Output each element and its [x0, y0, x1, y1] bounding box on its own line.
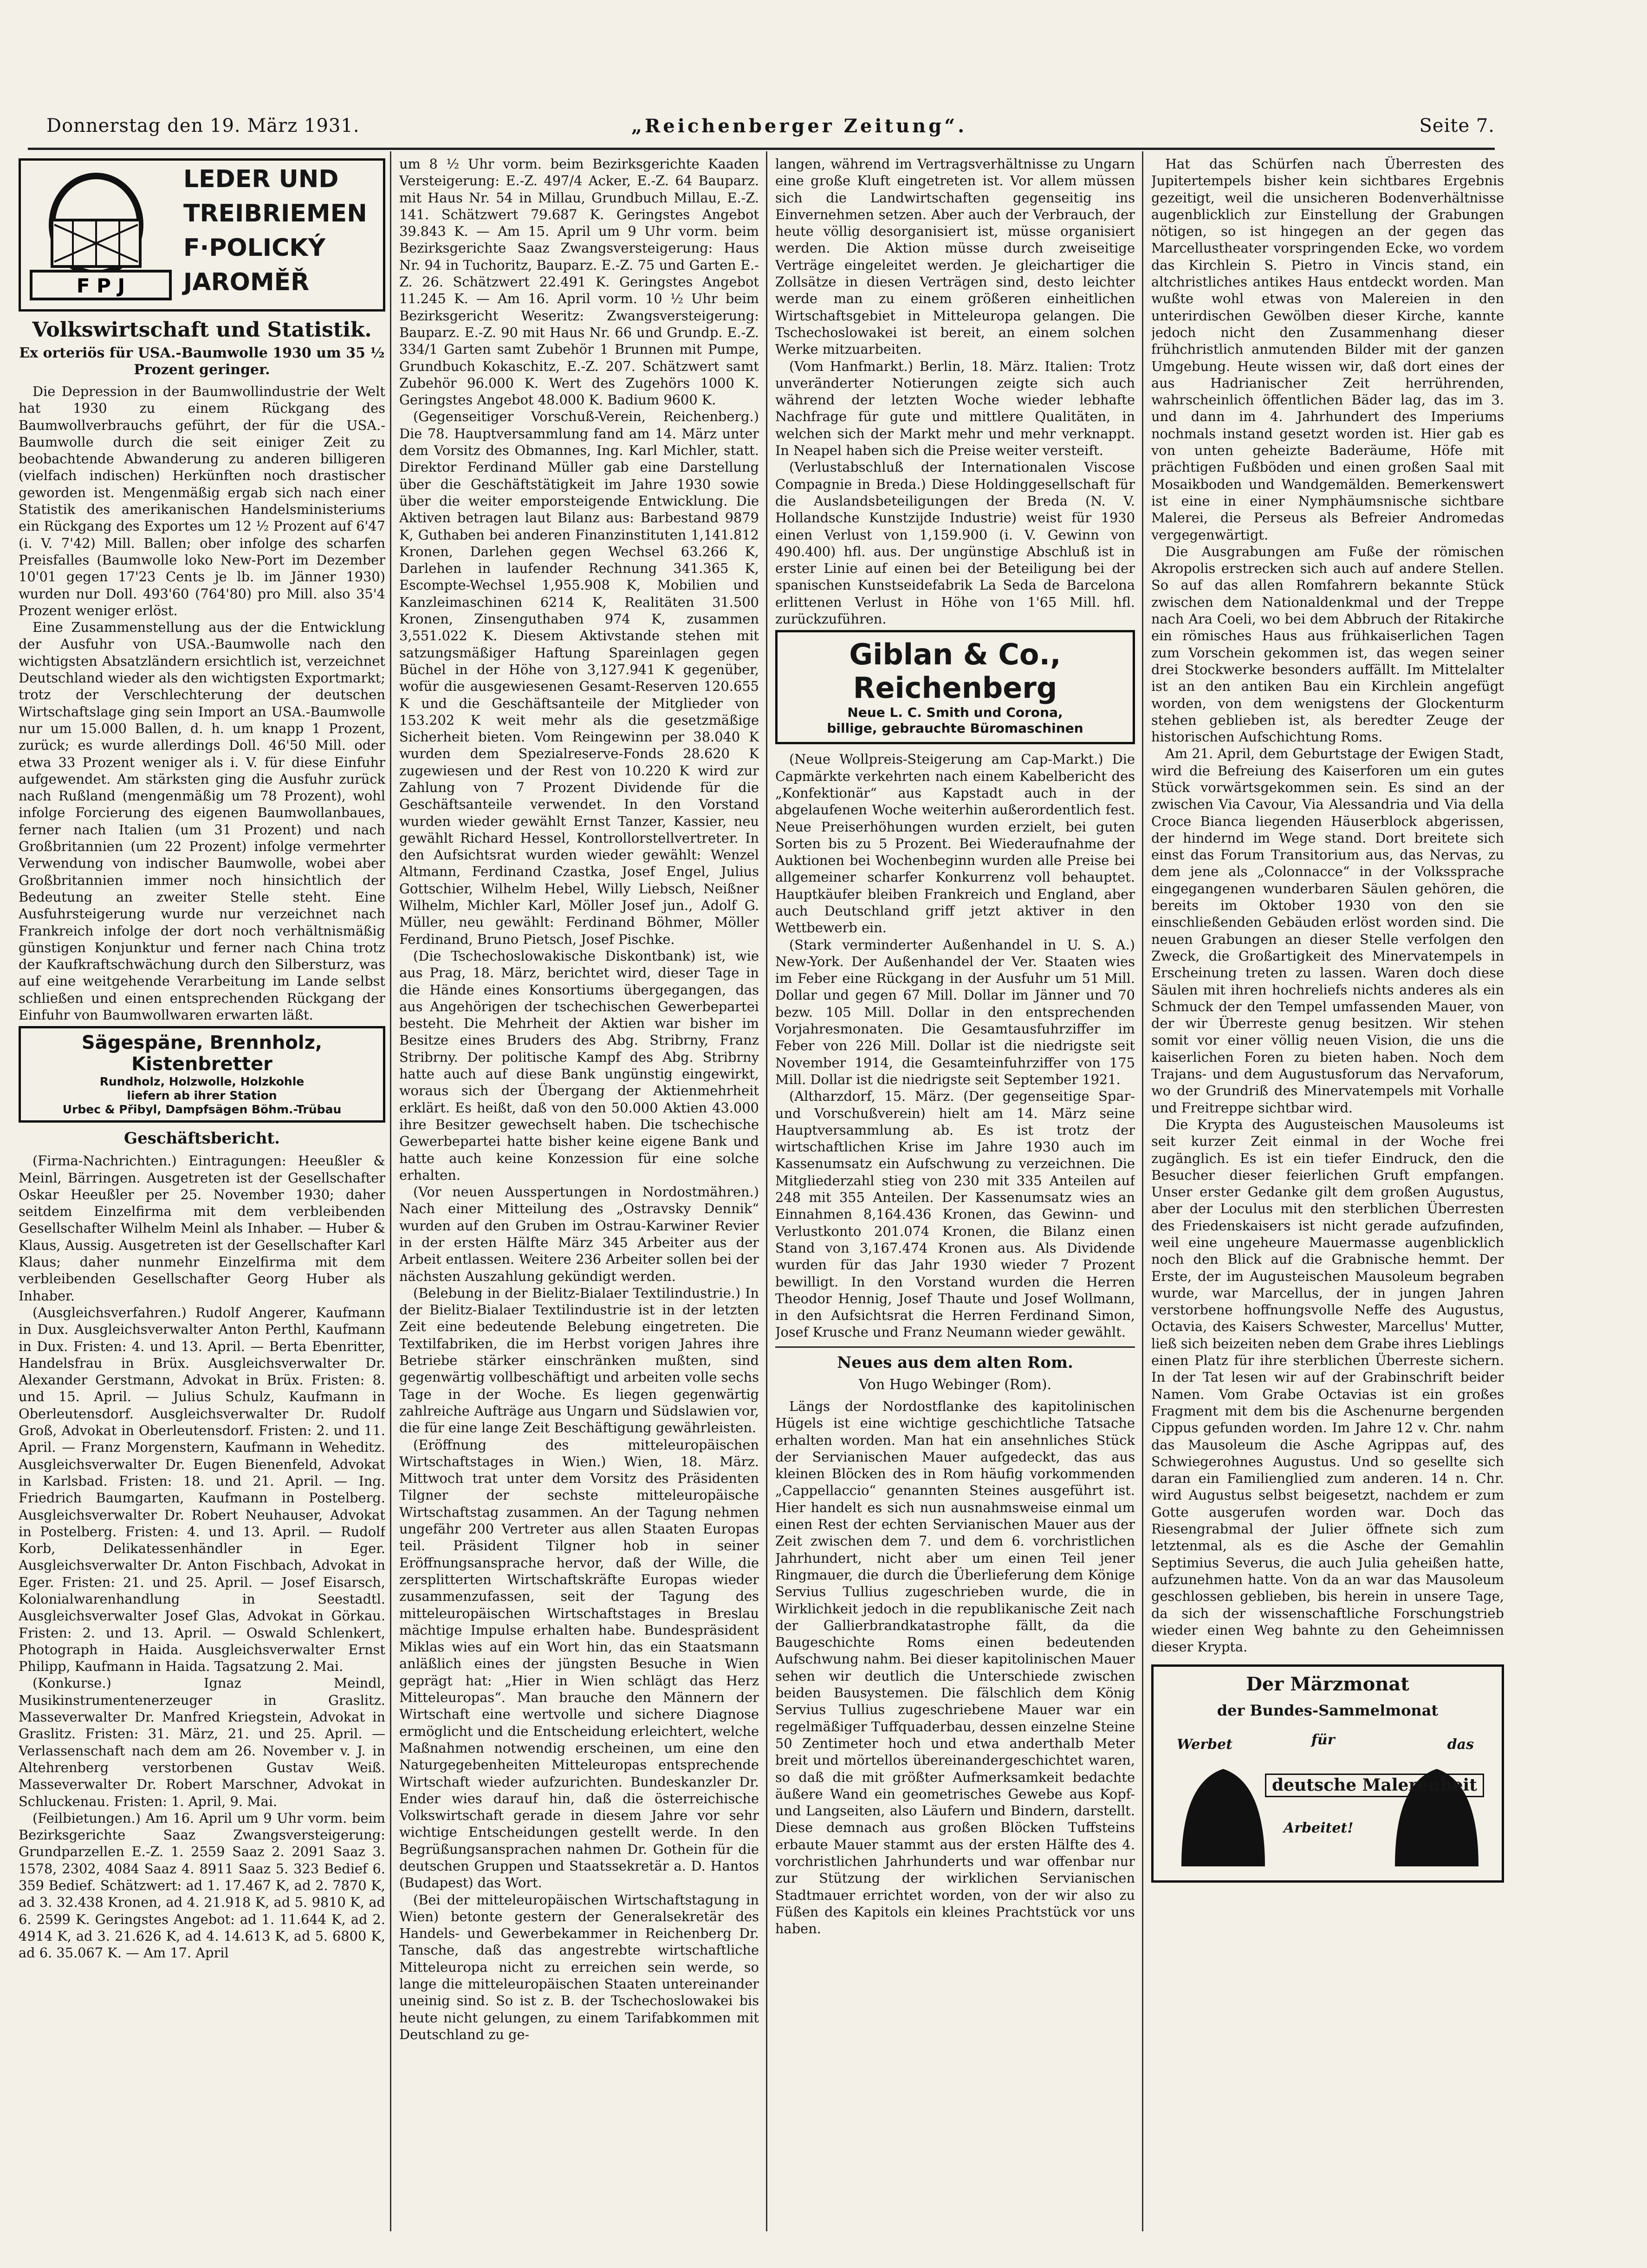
article-paragraph: (Verlustabschluß der Internationalen Viscose Compagnie in Breda.) Diese Holdinggesellschaft für die Auslandsbeteiligungen der Breda (N. V. Hollandsche Kunstzijde Industrie) weist für 1930 einen Verlust von 1,159.900 (i. V. Gewinn von 490.400) hfl. aus. Der ungünstige Abschluß ist in erster Linie auf einen bei der Beteiligung bei der spanischen Kunstseidefabrik La Seda de Barcelona erlittenen Verlust in Höhe von 1'65 Mill. hfl. zurückzuführen. [775, 459, 1135, 627]
article-paragraph: (Vom Hanfmarkt.) Berlin, 18. März. Italien: Trotz unveränderter Notierungen zeigte sich auch während der letzten Woche wieder lebhafte Nachfrage für gute und mittlere Qualitäten, in welchen sich der Markt mehr und mehr verknappt. In Neapel haben sich die Preise weiter versteift. [775, 358, 1135, 459]
logo-letters: F P J [76, 274, 125, 297]
article-paragraph: (Ausgleichsverfahren.) Rudolf Angerer, Kaufmann in Dux. Ausgleichsverwalter Anton Perthl, Kaufmann in Dux. Fristen: 4. und 13. April. — Berta Ebenritter, Handelsfrau in Brüx. Ausgleichsverwalter Dr. Alexander Gerstmann, Advokat in Brüx. Fristen: 8. und 15. April. — Julius Schulz, Kaufmann in Oberleutensdorf. Ausgleichsverwalter Dr. Rudolf Groß, Advokat in Oberleutensdorf. Fristen: 2. und 11. April. — Franz Morgenstern, Kaufmann in Weheditz. Ausgleichsverwalter Dr. Eugen Bienenfeld, Advokat in Karlsbad. Fristen: 18. und 21. April. — Ing. Friedrich Baumgarten, Kaufmann in Postelberg. Ausgleichsverwalter Dr. Robert Neuhauser, Advokat in Postelberg. Fristen: 4. und 13. April. — Rudolf Korb, Delikatessenhändler in Eger. Ausgleichsverwalter Dr. Anton Fischbach, Advokat in Eger. Fristen: 21. und 25. April. — Josef Eisarsch, Kolonialwarenhandlung in Seestadtl. Ausgleichsverwalter Josef Glas, Advokat in Görkau. Fristen: 2. und 13. April. — Oswald Schlenkert, Photograph in Haida. Ausgleichsverwalter Ernst Philipp, Kaufmann in Haida. Tagsatzung 2. Mai. [19, 1304, 385, 1675]
article-paragraph: (Stark verminderter Außenhandel in U. S. A.) New-York. Der Außenhandel der Ver. Staaten wies im Feber eine Rückgang in der Ausfuhr um 51 Mill. Dollar und gegen 67 Mill. Dollar im Jänner und 70 bezw. 105 Mill. Dollar in den entsprechenden Vorjahresmonaten. Die Gesamtausfuhrziffer im Feber von 226 Mill. Dollar ist die niedrigste seit November 1914, die Gesamteinfuhrziffer von 175 Mill. Dollar ist die niedrigste seit September 1921. [775, 936, 1135, 1087]
ad-maerz-line2: der Bundes-Sammelmonat [1217, 1702, 1439, 1720]
column-rule [1142, 151, 1143, 2231]
ad-leder-line2: TREIBRIEMEN [183, 200, 367, 227]
ad-maerz-word2: für [1311, 1732, 1335, 1748]
article-paragraph: Eine Zusammenstellung aus der die Entwicklung der Ausfuhr von USA.-Baumwolle nach den wichtigsten Absatzländern ersichtlich ist, verzeichnet Deutschland wieder als den wichtigsten Exportmarkt; trotz der Verschlechterung der deutschen Wirtschaftslage ging sein Import an USA.-Baumwolle nur um 15.000 Ballen, d. h. um knapp 1 Prozent, zurück; es wurde allerdings Doll. 46'50 Mill. oder etwa 33 Prozent weniger als i. V. für diese Einfuhr aufgewendet. Am stärksten ging die Ausfuhr zurück nach Rußland (mengenmäßig um 78 Prozent), wohl infolge Forcierung des eigenen Baumwollanbaues, ferner nach Italien (um 31 Prozent) und nach Großbritannien (um 22 Prozent) infolge vermehrter Verwendung von indischer Baumwolle, wobei aber Großbritannien immer noch hinsichtlich der Bedeutung an zweiter Stelle steht. Eine Ausfuhrsteigerung wurde nur verzeichnet nach Frankreich infolge der dort noch verhältnismäßig günstigen Konjunktur und ferner nach China trotz der Kaufkraftschwächung durch den Silbersturz, was auf eine weitgehende Verarbeitung im Lande selbst schließen und einen entsprechenden Rückgang der Einfuhr von Baumwollwaren erwarten läßt. [19, 619, 385, 1023]
column-4 [1151, 156, 1504, 2231]
ad-giblan-line2: Neue L. C. Smith und Corona, [847, 705, 1063, 721]
article-paragraph: (Die Tschechoslowakische Diskontbank) ist, wie aus Prag, 18. März, berichtet wird, dieser Tage in die Hände eines Konsortiums übergegangen, das aus Angehörigen der tschechischen Gewerbepartei besteht. Die Mehrheit der Aktien war bisher im Besitze eines Bruders des Abg. Stribrny, Franz Stribrny. Der politische Kampf des Abg. Stribrny hatte auch auf diese Bank ungünstig eingewirkt, woraus sich der Übergang der Aktienmehrheit erklärt. Es heißt, daß von den 50.000 Aktien 43.000 ihre Besitzer gewechselt haben. Die tschechische Gewerbepartei hatte bisher keine eigene Bank und hatte auch keine Konzession für eine solche erhalten. [399, 948, 759, 1183]
column-3 [775, 156, 1135, 2231]
section-title: Geschäftsbericht. [124, 1129, 280, 1148]
page-number: Seite 7. [1419, 115, 1495, 136]
article-paragraph: (Firma-Nachrichten.) Eintragungen: Heeußler & Meinl, Bärringen. Ausgetreten ist der Gesellschafter Oskar Heeußler per 25. November 1930; daher seitdem Einzelfirma mit dem verbleibenden Gesellschafter Wilhelm Meinl als Inhaber. — Huber & Klaus, Aussig. Ausgetreten ist der Gesellschafter Karl Klaus; daher nunmehr Einzelfirma mit dem verbleibenden Gesellschafter Georg Huber als Inhaber. [19, 1153, 385, 1304]
article-paragraph: (Eröffnung des mitteleuropäischen Wirtschaftstages in Wien.) Wien, 18. März. Mittwoch trat unter dem Vorsitz des Präsidenten Tilgner der sechste mitteleuropäische Wirtschaftstag zusammen. An der Tagung nehmen ungefähr 200 Vertreter aus allen Staaten Europas teil. Präsident Tilgner hob in seiner Eröffnungsansprache hervor, daß der Wille, die zersplitterten Wirtschaftskräfte Europas wieder zusammenzufassen, seit der Tagung des mitteleuropäischen Wirtschaftstages in Breslau mächtige Impulse erhalten habe. Bundespräsident Miklas wies auf ein Wort hin, das ein Staatsmann anläßlich eines der jüngsten Besuche in Wien geprägt hat: „Hier in Wien schlägt das Herz Mitteleuropas“. Man brauche den Männern der Wirtschaft eine wertvolle und sichere Diagnose ermöglicht und die Entscheidung erleichtert, welche Maßnahmen notwendig erscheinen, um eine den Naturgegebenheiten Mitteleuropas entsprechende Wirtschaft wieder aufzurichten. Bundeskanzler Dr. Ender wies darauf hin, daß die österreichische Volkswirtschaft gerade in diesem Jahre vor sehr wichtige Entscheidungen gestellt werde. In den Begrüßungsansprachen nahmen Dr. Gothein für die deutschen Gruppen und Staatssekretär a. D. Hantos (Budapest) das Wort. [399, 1436, 759, 1891]
article-paragraph: (Bei der mitteleuropäischen Wirtschaftstagung in Wien) betonte gestern der Generalsekretär des Handels- und Gewerbekammer in Reichenberg Dr. Tansche, daß das angestrebte wirtschaftliche Mitteleuropa nicht zu erreichen sein werde, so lange die mitteleuropäischen Staaten untereinander uneinig sind. So ist z. B. der Tschechoslowakei bis heute nicht gelungen, zu einem Tarifabkommen mit Deutschland zu ge- [399, 1891, 759, 2042]
ad-saege-line3: liefern ab ihrer Station [127, 1089, 277, 1103]
ad-maerz-word5: Arbeitet! [1284, 1820, 1354, 1837]
article-paragraph: (Feilbietungen.) Am 16. April um 9 Uhr vorm. beim Bezirksgerichte Saaz Zwangsversteigerung: Grundparzellen E.-Z. 1. 2559 Saaz 2. 2091 Saaz 3. 1578, 2302, 4084 Saaz 4. 8911 Saaz 5. 323 Bedief 6. 359 Bedief. Schätzwert: ad 1. 17.467 K, ad 2. 7870 K, ad 3. 32.438 Kronen, ad 4. 21.918 K, ad 5. 9810 K, ad 6. 2599 K. Geringstes Angebot: ad 1. 11.644 K, ad 2. 4914 K, ad 3. 21.626 K, ad 4. 14.613 K, ad 5. 6800 K, ad 6. 35.067 K. — Am 17. April [19, 1810, 385, 1961]
article-paragraph: (Neue Wollpreis-Steigerung am Cap-Markt.) Die Capmärkte verkehrten nach einem Kabelbericht des „Konfektionär“ aus Kapstadt auch in der abgelaufenen Woche weiterhin außerordentlich fest. Neue Preiserhöhungen wurden erzielt, bei guten Sorten bis zu 5 Prozent. Bei Wiederaufnahme der Auktionen bei Wochenbeginn wurden alle Preise bei allgemeiner scharfer Konkurrenz voll behauptet. Hauptkäufer bleiben Frankreich und England, aber auch Deutschland griff jetzt aktiver in den Wettbewerb ein. [775, 751, 1135, 936]
ad-maerzmonat [1151, 1664, 1504, 1883]
section-divider [775, 1346, 1135, 1348]
ad-giblan [775, 630, 1135, 744]
page-header [46, 115, 1495, 148]
header-rule [28, 148, 1495, 150]
article-paragraph: Hat das Schürfen nach Überresten des Jupitertempels bisher kein sichtbares Ergebnis gezeitigt, weil die unsicheren Bodenverhältnisse augenblicklich zur Einstellung der Grabungen nötigen, so ist hingegen an der gegen das Marcellustheater vorspringenden Ecke, wo vordem das Kirchlein S. Pietro in Vincis stand, ein altchristliches antikes Haus entdeckt worden. Man wußte wohl etwas von Malereien in den unterirdischen Gewölben dieser Kirche, kannte jedoch nicht den Zusammenhang dieser frühchristlich anmutenden Bilder mit der ganzen Umgebung. Heute wissen wir, daß dort eines der aus Hadrianischer Zeit herrührenden, wahrscheinlich öffentlichen Bäder lag, das im 3. und dann im 4. Jahrhundert des Imperiums nochmals instand gesetzt worden ist. Hier gab es von unten geheizte Baderäume, Höfe mit prächtigen Fußböden und einen großen Saal mit Mosaikboden und Wandgemälden. Bemerkenswert ist eine in einer Nymphäumsnische sichtbare Malerei, die Perseus als Befreier Andromedas vergegenwärtigt. [1151, 156, 1504, 543]
newspaper-name: „Reichenberger Zeitung“. [631, 115, 967, 137]
ad-saege-line4: Urbec & Přibyl, Dampfsägen Böhm.-Trübau [62, 1103, 342, 1117]
section-title: Volkswirtschaft und Statistik. [32, 318, 372, 342]
ad-leder-line3: F·POLICKÝ [183, 234, 326, 262]
article-paragraph: Längs der Nordostflanke des kapitolinischen Hügels ist eine wichtige geschichtliche Tatsache erhalten worden. Man hat ein ansehnliches Stück der Servianischen Mauer aufgedeckt, das aus kleinen Blöcken des in Rom häufig vorkommenden „Cappellaccio“ genannten Steines ausgeführt ist. Hier handelt es sich nun ausnahmsweise einmal um einen Rest der echten Servianischen Mauer aus der Zeit zwischen dem 7. und dem 6. vorchristlichen Jahrhundert, nicht aber um einen Teil jener Ringmauer, die durch die Überlieferung dem Könige Servius Tullius zugeschrieben wurde, die in Wirklichkeit jedoch in die republikanische Zeit nach der Gallierbrandkatastrophe fällt, da die Baugeschichte Roms einen bedeutenden Aufschwung nahm. Bei dieser kapitolinischen Mauer sehen wir deutlich die Unterschiede zwischen beiden Bausystemen. Die fälschlich dem König Servius Tullius zugeschriebene Mauer war ein regelmäßiger Tuffquaderbau, dessen einzelne Steine 50 Zentimeter hoch und etwa anderthalb Meter breit und mörtellos übereinandergeschichtet waren, so daß die mit größter Aufmerksamkeit bedachte äußere Wand ein geometrisches Gewebe aus Kopf- und Langseiten, also Läufern und Bindern, darstellt. Diese demnach aus großen Blöcken Tuffsteins erbaute Mauer stammt aus der ersten Hälfte des 4. vorchristlichen Jahrhunderts und war offenbar nur zur Stützung der wirklichen Servianischen Stadtmauer errichtet worden, von der wir also zu Füßen des Kapitols ein kleines Prachtstück vor uns haben. [775, 1398, 1135, 1937]
ad-leder-line4: JAROMĚŘ [183, 268, 310, 296]
ad-leder-line1: LEDER UND [183, 165, 339, 193]
ad-maerz-line1: Der Märzmonat [1246, 1673, 1409, 1696]
article-paragraph: langen, während im Vertragsverhältnisse zu Ungarn eine große Kluft eingetreten ist. Vor allem müssen sich die Landwirtschaften gegenseitig ins Einvernehmen setzen. Aber auch der Verbrauch, der heute völlig desorganisiert ist, müsse organisiert werden. Die Aktion müsse durch zweiseitige Verträge eingeleitet werden. Je gleichartiger die Zollsätze in diesen Verträgen sind, desto leichter werde man zu einem größeren einheitlichen Wirtschaftsgebiet in Mitteleuropa gelangen. Die Tschechoslowakei ist bereit, an einem solchen Werke mitzuarbeiten. [775, 156, 1135, 357]
article-paragraph: (Altharzdorf, 15. März. (Der gegenseitige Spar- und Vorschußverein) hielt am 14. März seine Hauptversammlung ab. Es ist trotz der wirtschaftlichen Krise im Jahre 1930 auch im Kassenumsatz ein Aufschwung zu verzeichnen. Die Mitgliederzahl stieg von 230 mit 335 Anteilen auf 248 mit 355 Anteilen. Der Kassenumsatz wies an Einnahmen 8,164.436 Kronen, das Gewinn- und Verlustkonto 201.074 Kronen, die Bilanz einen Stand von 3,167.474 Kronen aus. Als Dividende wurden für das Jahr 1930 wieder 7 Prozent bewilligt. In den Vorstand wurden die Herren Theodor Hennig, Josef Thaute und Josef Wollmann, in den Aufsichtsrat die Herren Ferdinand Simon, Josef Krusche und Franz Neumann wieder gewählt. [775, 1088, 1135, 1340]
column-rule [766, 151, 767, 2231]
ad-maerz-word3: das [1447, 1736, 1474, 1753]
ad-maerz-badge: deutsche Malerenheit [1265, 1774, 1484, 1797]
article-byline: Von Hugo Webinger (Rom). [858, 1376, 1052, 1393]
column-2 [399, 156, 759, 2231]
column-1 [19, 156, 385, 2231]
article-paragraph: (Vor neuen Ausspertungen in Nordostmähren.) Nach einer Mitteilung des „Ostravsky Dennik“ wurden auf den Gruben im Ostrau-Karwiner Revier in der ersten Hälfte März 345 Arbeiter aus der Arbeit entlassen. Weitere 236 Arbeiter sollen bei der nächsten Auszahlung gekündigt werden. [399, 1184, 759, 1284]
article-title: Neues aus dem alten Rom. [837, 1353, 1073, 1372]
article-paragraph: (Belebung in der Bielitz-Bialaer Textilindustrie.) In der Bielitz-Bialaer Textilindustrie ist in der letzten Zeit eine bedeutende Belebung eingetreten. Die Textilfabriken, die im Herbst vorigen Jahres ihre Betriebe stärker einschränken mußten, sind gegenwärtig vollbeschäftigt und arbeiten volle sechs Tage in der Woche. Es liegen gegenwärtig zahlreiche Aufträge aus Ungarn und Südslawien vor, die für eine lange Zeit Beschäftigung gewährleisten. [399, 1285, 759, 1436]
article-paragraph: (Konkurse.) Ignaz Meindl, Musikinstrumentenerzeuger in Graslitz. Masseverwalter Dr. Manfred Kriegstein, Advokat in Graslitz. Fristen: 31. März, 21. und 25. April. — Verlassenschaft nach dem am 26. November v. J. in Altehrenberg verstorbenen Gustav Weiß. Masseverwalter Dr. Robert Marschner, Advokat in Schluckenau. Fristen: 1. April, 9. Mai. [19, 1675, 385, 1809]
ad-saege-line2: Rundholz, Holzwolle, Holzkohle [99, 1075, 305, 1089]
article-paragraph: (Gegenseitiger Vorschuß-Verein, Reichenberg.) Die 78. Hauptversammlung fand am 14. März unter dem Vorsitz des Obmannes, Ing. Karl Michler, statt. Direktor Ferdinand Müller gab eine Darstellung über die Geschäftstätigkeit im Jahre 1930 sowie über die weiter emporsteigende Entwicklung. Die Aktiven betragen laut Bilanz aus: Barbestand 9879 K, Guthaben bei anderen Finanzinstituten 1,141.812 Kronen, Darlehen gegen Wechsel 63.266 K, Darlehen in laufender Rechnung 341.365 K, Escompte-Wechsel 1,955.908 K, Mobilien und Kanzleimaschinen 6214 K, Realitäten 31.500 Kronen, Zinsenguthaben 974 K, zusammen 3,551.022 K. Diesem Aktivstande stehen mit satzungsmäßiger Haftung Spareinlagen gegen Büchel in der Höhe von 3,127.941 K gegenüber, wofür die ausgewiesenen Gesamt-Reserven 120.655 K und die Geschäftsanteile der Mitglieder von 153.202 K weit mehr als die gesetzmäßige Sicherheit bieten. Vom Reingewinn per 38.040 K wurden dem Spezialreserve-Fonds 28.620 K zugewiesen und der Rest von 10.220 K wird zur Zahlung von 7 Prozent Dividende für die Geschäftsanteile verwendet. In den Vorstand wurden wieder gewählt Ernst Tanzer, Kassier, neu gewählt Richard Hessel, Kontrollorstellvertreter. In den Aufsichtsrat wurden wieder gewählt: Wenzel Altmann, Ferdinand Czastka, Josef Engel, Julius Gottschier, Wilhelm Hebel, Willy Liebsch, Neißner Wilhelm, Michler Karl, Möller Josef jun., Adolf G. Müller, neu gewählt: Ferdinand Böhmer, Möller Ferdinand, Bruno Pietsch, Josef Pischke. [399, 409, 759, 947]
ad-saege-line1: Sägespäne, Brennholz, Kistenbretter [81, 1032, 323, 1075]
issue-date: Donnerstag den 19. März 1931. [46, 115, 360, 136]
ad-leder-treibriemen [19, 158, 385, 312]
ad-saegespaene [19, 1026, 385, 1123]
ad-giblan-line3: billige, gebrauchte Büromaschinen [827, 721, 1083, 736]
basket-logo-icon [26, 169, 175, 304]
article-paragraph: Am 21. April, dem Geburtstage der Ewigen Stadt, wird die Befreiung des Kaiserforen um ein gutes Stück vorwärtsgekommen sein. Es sind an der zwischen Via Cavour, Via Alessandria und Via della Croce Bianca liegenden Häuserblock abgerissen, der hindernd im Wege stand. Dort breitete sich einst das Forum Transitorium aus, das Nervas, zu dem jene als „Colonnacce“ in der Volkssprache eingegangenen wunderbaren Säulen gehören, die bereits im Oktober 1930 von den sie einschließenden Gebäuden erlöst worden sind. Die neuen Grabungen an dieser Stelle verfolgen den Zweck, die Großartigkeit des Minervatempels in Erscheinung treten zu lassen. Waren doch diese Säulen mit ihren hochreliefs nichts anderes als ein Schmuck der den Tempel umfassenden Mauer, von der wir Überreste genug besitzen. Wir stehen somit vor einer völlig neuen Vision, die uns die kaiserlichen Foren zu bieten haben. Noch dem Trajans- und dem Augustusforum das Nervaforum, wo der Grundriß des Minervatempels mit Vorhalle und Freitreppe sichtbar wird. [1151, 746, 1504, 1116]
article-paragraph: Die Ausgrabungen am Fuße der römischen Akropolis erstrecken sich auch auf andere Stellen. So auf das allen Romfahrern bekannte Stück zwischen dem Nationaldenkmal und der Treppe nach Ara Coeli, wo bei dem Abbruch der Ritakirche ein römisches Haus aus frühkaiserlichen Tagen zum Vorschein gekommen ist, das wegen seiner drei Stockwerke besonders auffällt. Im Mittelalter ist an den antiken Bau ein Kirchlein angefügt worden, von dem wenigstens der Glockenturm stehen geblieben ist, als beredter Zeuge der historischen Aufschichtung Roms. [1151, 543, 1504, 745]
article-paragraph: Die Krypta des Augusteischen Mausoleums ist seit kurzer Zeit einmal in der Woche frei zugänglich. Es ist ein tiefer Eindruck, den die Besucher dieser feierlichen Gruft empfangen. Unser erster Gedanke gilt dem großen Augustus, aber der Loculus mit den sterblichen Überresten des Friedenskaisers ist nicht gerade aufzufinden, weil eine ungeheure Mauermasse augenblicklich noch den Blick auf die Grabnische hemmt. Der Erste, der im Augusteischen Mausoleum begraben wurde, war Marcellus, der in jungen Jahren verstorbene hoffnungsvolle Neffe des Augustus, Octavia, des Kaisers Schwester, Marcellus' Mutter, ließ sich beizeiten neben dem Grabe ihres Lieblings einen Platz für ihre sterblichen Überreste sichern. In der Tat lesen wir auf der Grabinschrift beider Namen. Vom Grabe Octavias ist ein großes Fragment mit dem bis die Aschenurne bergenden Cippus gefunden worden. Im Jahre 12 v. Chr. nahm das Mausoleum die Asche Agrippas auf, des Schwiegerohnes Augustus. Und so gesellte sich daran ein Familienglied zum anderen. 14 n. Chr. wird Augustus selbst beigesetzt, nachdem er zum Gotte ausgerufen worden war. Doch das Riesengrabmal der Julier öffnete sich zum letztenmal, als es die Asche der Gemahlin Septimius Severus, die auch Julia geheißen hatte, aufzunehmen hatte. Von da an war das Mausoleum geschlossen geblieben, bis herein in unsere Tage, da sich der wissenschaftliche Forschungstrieb wieder einen Weg bahnte zu den Geheimnissen dieser Krypta. [1151, 1116, 1504, 1655]
article-headline: Ex orteriös für USA.-Baumwolle 1930 um 35 ½ Prozent geringer. [19, 345, 385, 378]
ad-maerz-word1: Werbet [1177, 1736, 1233, 1753]
column-rule [390, 151, 391, 2231]
article-paragraph: Die Depression in der Baumwollindustrie der Welt hat 1930 zu einem Rückgang des Baumwollverbrauchs geführt, der für die USA.-Baumwolle durch die seit einiger Zeit zu beobachtende Abwanderung zu anderen billigeren (vielfach indischen) Herkünften noch drastischer geworden ist. Mengenmäßig ergab sich nach einer Statistik des amerikanischen Handelsministeriums ein Rückgang des Exportes um 12 ½ Prozent auf 6'47 (i. V. 7'42) Mill. Ballen; ober infolge des scharfen Preisfalles (Baumwolle loko New-Port im Dezember 10'01 gegen 17'23 Cents je lb. im Jänner 1930) wurden nur Doll. 493'60 (764'80) pro Mill. also 35'4 Prozent weniger erlöst. [19, 383, 385, 618]
ad-giblan-line1: Giblan & Co., Reichenberg [849, 637, 1061, 705]
article-paragraph: um 8 ½ Uhr vorm. beim Bezirksgerichte Kaaden Versteigerung: E.-Z. 497/4 Acker, E.-Z. 64 Bauparz. mit Haus Nr. 54 in Millau, Grundbuch Millau, E.-Z. 141. Schätzwert 79.687 K. Geringstes Angebot 39.843 K. — Am 15. April um 9 Uhr vorm. beim Bezirksgerichte Saaz Zwangsversteigerung: Haus Nr. 94 in Tuchoritz, Bauparz. E.-Z. 75 und Garten E.-Z. 26. Schätzwert 22.491 K. Geringstes Angebot 11.245 K. — Am 16. April vorm. 10 ½ Uhr beim Bezirksgericht Weseritz: Zwangsversteigerung: Bauparz. E.-Z. 90 mit Haus Nr. 66 und Grundp. E.-Z. 334/1 Garten samt Zubehör 1 Brunnen mit Pumpe, Grundbuch Kokaschitz, E.-Z. 207. Schätzwert samt Zubehör 96.000 K. Wert des Zugehörs 1000 K. Geringstes Angebot 48.000 K. Badium 9600 K. [399, 156, 759, 408]
